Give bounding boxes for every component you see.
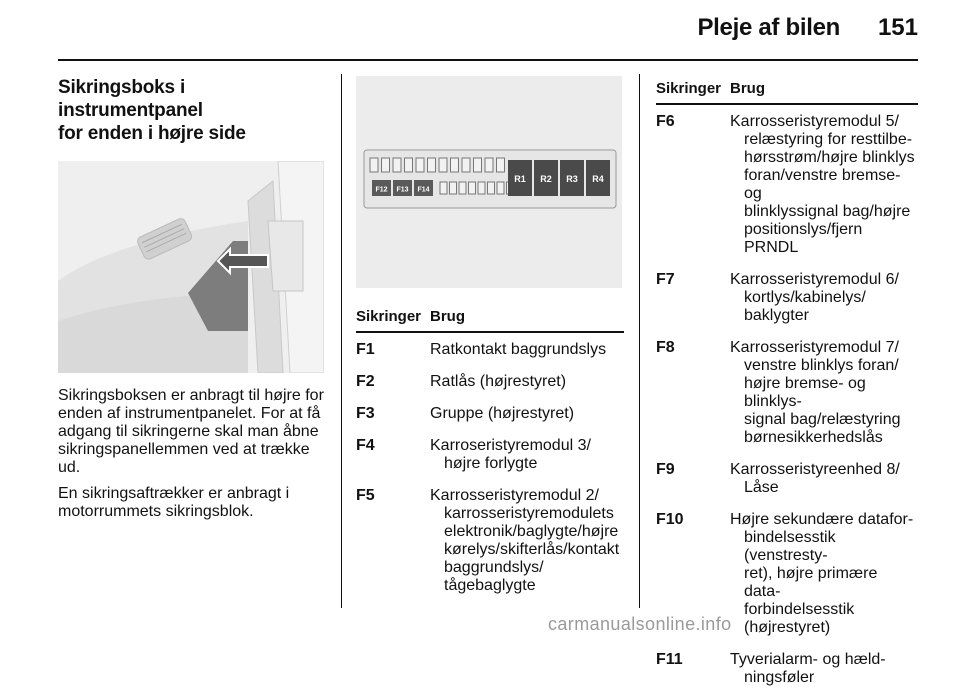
fuse-label-f13 [393, 180, 412, 196]
fuse-code: F1 [356, 341, 375, 358]
fuse-row [356, 332, 624, 365]
fuse-slot [488, 182, 495, 194]
fuse-row [656, 331, 918, 453]
column-divider-right [639, 74, 640, 608]
intro-paragraph: Sikringsboksen er anbragt til højre for enden af instrumentpanelet. For at få adgang til sikringerne skal man åbne sikringspanellemmen ved at trække ud. [58, 387, 324, 476]
fuse-use-line: relæstyring for resttilbe- [744, 131, 913, 148]
fuse-use-line: Karroseristyremodul 3/ [430, 437, 591, 454]
fuse-use-line: Karrosseristyremodul 7/ [730, 339, 899, 356]
svg-text:F12: F12 [375, 186, 388, 194]
fuse-code: F10 [656, 511, 684, 528]
fuse-slot [405, 158, 413, 172]
column-header-fuses: Sikringer [356, 304, 430, 332]
fuse-use [730, 331, 918, 453]
relay-r3 [560, 160, 584, 196]
fuse-use [730, 453, 918, 503]
fuse-use-line: Tyverialarm- og hæld- [730, 651, 886, 668]
fuse-use-line: Karrosseristyremodul 6/ [730, 271, 899, 288]
fuse-box-diagram [356, 76, 622, 288]
fuse-use-line: børnesikkerhedslås [744, 429, 883, 446]
fuse-row [356, 397, 624, 429]
fuse-use-line: foran/venstre bremse- og [744, 167, 901, 202]
fuse-use-line: Gruppe (højrestyret) [430, 405, 575, 422]
fuse-use-line: ret), højre primære data- [744, 565, 878, 600]
right-column [656, 76, 918, 693]
fuse-use-line: baggrundslys/ [444, 559, 544, 576]
fuse-slot [382, 158, 390, 172]
fuse-slot [370, 158, 378, 172]
fuse-slot [497, 158, 505, 172]
fuse-code: F9 [656, 461, 675, 478]
fuse-puller-paragraph: En sikringsaftrækker er anbragt i motorrummets sikringsblok. [58, 485, 290, 520]
column-header-use: Brug [730, 76, 918, 104]
relay-r1 [508, 160, 532, 196]
fuse-slot [497, 182, 504, 194]
fuse-use-line: blinklyssignal bag/højre [744, 203, 911, 220]
fuse-slot [416, 158, 424, 172]
fuse-slot [440, 182, 447, 194]
fuse-use-line: (højrestyret) [744, 619, 831, 636]
fuse-row [356, 429, 624, 479]
fuse-slot [439, 158, 447, 172]
fuse-use [430, 397, 624, 429]
section-title-line1: Sikringsboks i instrumentpanel [58, 77, 203, 121]
fuse-use-line: venstre blinklys foran/ [744, 357, 899, 374]
fuse-code: F8 [656, 339, 675, 356]
column-divider-left [341, 74, 342, 608]
fuse-use [730, 643, 918, 693]
svg-text:F14: F14 [417, 186, 430, 194]
fuse-use-line: signal bag/relæstyring [744, 411, 901, 428]
fuse-slot [450, 182, 457, 194]
fuse-row [656, 263, 918, 331]
fuse-table-right [656, 76, 918, 693]
fuse-use-line: hørsstrøm/højre blinklys [744, 149, 915, 166]
fuse-row [656, 453, 918, 503]
fuse-use-line: højre bremse- og blinklys- [744, 375, 866, 410]
fuse-slot [469, 182, 476, 194]
fuse-use-line: Højre sekundære datafor- [730, 511, 914, 528]
fuse-use-line: kørelys/skifterlås/kontakt [444, 541, 620, 558]
page-header-title: Pleje af bilen [697, 14, 840, 41]
fuse-code: F2 [356, 373, 375, 390]
fuse-code: F5 [356, 487, 375, 504]
fuse-code: F7 [656, 271, 675, 288]
fuse-table-middle [356, 304, 624, 601]
fuse-use [730, 503, 918, 643]
svg-text:R3: R3 [566, 174, 578, 184]
svg-text:R4: R4 [592, 174, 604, 184]
dashboard-photo [58, 161, 324, 373]
page-number: 151 [877, 14, 918, 41]
fuse-code: F4 [356, 437, 375, 454]
fuse-use [430, 429, 624, 479]
fuse-slot [451, 158, 459, 172]
fuse-slot [428, 158, 436, 172]
fuse-slot [478, 182, 485, 194]
fuse-row [356, 479, 624, 601]
fuse-use [430, 332, 624, 365]
left-column [58, 76, 326, 529]
fuse-row [356, 365, 624, 397]
fuse-use-line: Ratkontakt baggrundslys [430, 341, 607, 358]
fuse-row [656, 104, 918, 263]
fuse-use [430, 479, 624, 601]
fuse-use-line: elektronik/baglygte/højre [444, 523, 619, 540]
section-title [58, 76, 326, 145]
fuse-row [656, 643, 918, 693]
svg-text:R2: R2 [540, 174, 552, 184]
fuse-use-line: Karrosseristyremodul 5/ [730, 113, 899, 130]
section-title-line2: for enden i højre side [58, 123, 246, 144]
fuse-use-line: baklygter [744, 307, 809, 324]
fuse-slot [462, 158, 470, 172]
fuse-slot [485, 158, 493, 172]
fuse-use-line: forbindelsesstik [744, 601, 855, 618]
fuse-slot [459, 182, 466, 194]
column-header-use: Brug [430, 304, 624, 332]
fuse-use-line: karrosseristyremodulets [444, 505, 614, 522]
fuse-use-line: ningsføler [744, 669, 815, 686]
fuse-slot [393, 158, 401, 172]
relay-r4 [586, 160, 610, 196]
fuse-use-line: højre forlygte [444, 455, 538, 472]
watermark: carmanualsonline.info [548, 614, 732, 634]
column-header-fuses: Sikringer [656, 76, 730, 104]
fuse-use [430, 365, 624, 397]
fuse-use [730, 263, 918, 331]
fuse-use-line: Karrosseristyremodul 2/ [430, 487, 599, 504]
fuse-use-line: Låse [744, 479, 779, 496]
relay-r2 [534, 160, 558, 196]
fuse-code: F11 [656, 651, 683, 668]
fuse-use-line: Karrosseristyreenhed 8/ [730, 461, 900, 478]
svg-text:F13: F13 [396, 186, 409, 194]
fuse-use-line: kortlys/kabinelys/ [744, 289, 866, 306]
fuse-use-line: tågebaglygte [444, 577, 536, 594]
fuse-use [730, 104, 918, 263]
middle-column [356, 76, 624, 601]
fuse-use-line: positionslys/fjern PRNDL [744, 221, 863, 256]
fuse-code: F6 [656, 113, 675, 130]
header-rule [58, 59, 918, 61]
fuse-label-f14 [414, 180, 433, 196]
svg-text:R1: R1 [514, 174, 526, 184]
fuse-use-line: Ratlås (højrestyret) [430, 373, 567, 390]
fuse-use-line: bindelsesstik (venstresty- [744, 529, 836, 564]
fuse-code: F3 [356, 405, 375, 422]
fuse-label-f12 [372, 180, 391, 196]
fuse-slot [474, 158, 482, 172]
